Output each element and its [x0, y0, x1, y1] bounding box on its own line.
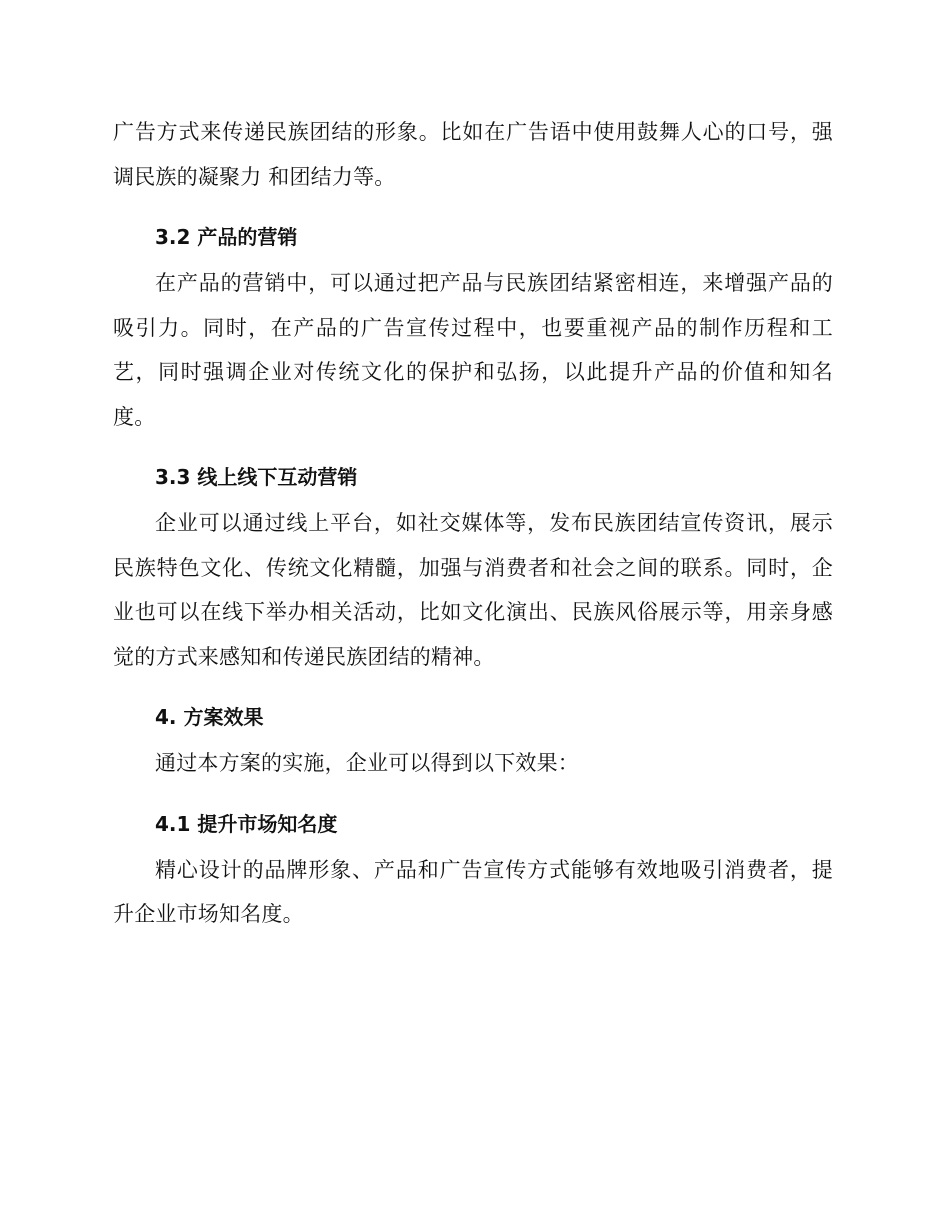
paragraph-brand-ads-continued: 广告方式来传递民族团结的形象。比如在广告语中使用鼓舞人心的口号，强调民族的凝聚力 和团结力等。 — [113, 120, 833, 189]
document-page — [113, 110, 833, 937]
paragraph-plan-effects-intro: 通过本方案的实施，企业可以得到以下效果： — [155, 751, 579, 775]
paragraph-market-awareness: 精心设计的品牌形象、产品和广告宣传方式能够有效地吸引消费者，提升企业市场知名度。 — [113, 857, 833, 926]
heading-4-plan-effects: 4. 方案效果 — [155, 705, 264, 729]
heading-4-1-market-awareness: 4.1 提升市场知名度 — [155, 811, 338, 836]
paragraph-product-marketing: 在产品的营销中，可以通过把产品与民族团结紧密相连，来增强产品的吸引力。同时，在产品的广告宣传过程中，也要重视产品的制作历程和工艺，同时强调企业对传统文化的保护和弘扬，以此提升产品的价值和知名度。 — [113, 271, 833, 429]
paragraph-online-offline-marketing: 企业可以通过线上平台，如社交媒体等，发布民族团结宣传资讯，展示民族特色文化、传统文化精髓，加强与消费者和社会之间的联系。同时，企业也可以在线下举办相关活动，比如文化演出、民族风俗展示等，用亲身感觉的方式来感知和传递民族团结的精神。 — [113, 511, 833, 669]
heading-3-2-product-marketing: 3.2 产品的营销 — [155, 225, 298, 249]
heading-3-3-online-offline-marketing: 3.3 线上线下互动营销 — [155, 465, 358, 489]
